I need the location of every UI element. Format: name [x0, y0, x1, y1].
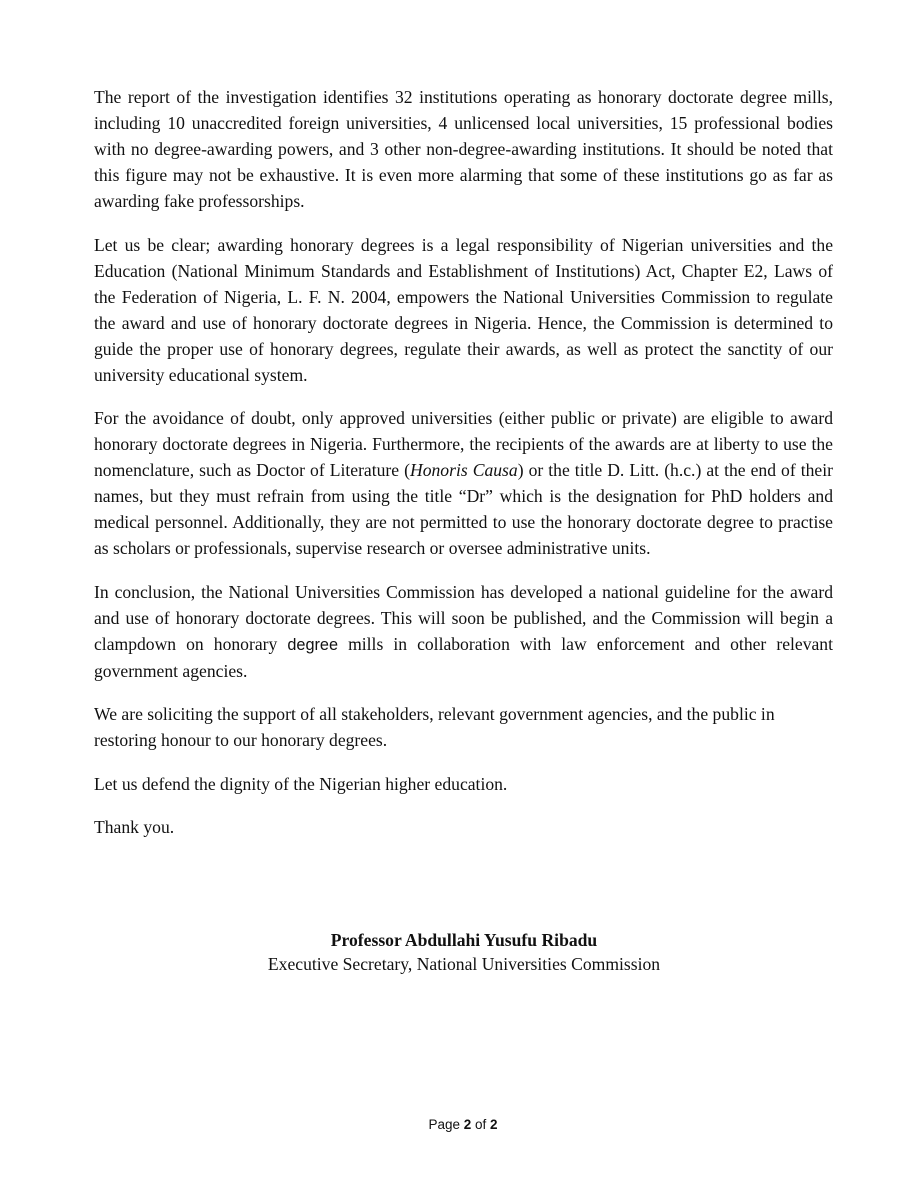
paragraph-eligibility	[94, 405, 833, 561]
document-body	[94, 84, 833, 858]
paragraph-thank-you: Thank you.	[94, 817, 175, 837]
conclusion-degree-word: degree	[287, 635, 339, 654]
conclusion-text-end: mills in collaboration with law enforcement and other relevant government agencies.	[94, 633, 833, 681]
signatory-name: Professor Abdullahi Yusufu Ribadu	[330, 930, 598, 950]
eligibility-text-end: ) or the title D. Litt. (h.c.) at the end of their names, but they must refrain from using the title “Dr” which is the designation for PhD holders and medical personnel. Additionally, they are not permitted to use the honorary doctorate degree to practise as scholars or professionals, supervise research or oversee administrative units.	[94, 460, 833, 558]
paragraph-legal-responsibility: Let us be clear; awarding honorary degrees is a legal responsibility of Nigerian universities and the Education (National Minimum Standards and Establishment of Institutions) Act, Chapter E2, Laws of the Federation of Nigeria, L. F. N. 2004, empowers the National Universities Commission to regulate the award and use of honorary doctorate degrees in Nigeria. Hence, the Commission is determined to guide the proper use of honorary degrees, regulate their awards, as well as protect the sanctity of our university educational system.	[94, 234, 833, 385]
total-page-count: 2	[490, 1117, 498, 1132]
honoris-causa-italic: Honoris Causa	[410, 460, 518, 480]
paragraph-defend-dignity: Let us defend the dignity of the Nigerian higher education.	[94, 773, 508, 794]
of-label: of	[475, 1117, 487, 1132]
paragraph-soliciting-support: We are soliciting the support of all stakeholders, relevant government agencies, and the public in restoring honour to our honorary degrees.	[94, 704, 775, 750]
conclusion-text-start: In conclusion, the National Universities Commission has developed a national guideline for the award and use of honorary doctorate degrees. This will soon be published, and the Commission will begin a clampdown on honorary	[94, 581, 833, 654]
signatory-title: Executive Secretary, National Universities Commission	[267, 954, 661, 974]
paragraph-conclusion	[94, 579, 833, 684]
paragraph-investigation-report: The report of the investigation identifies 32 institutions operating as honorary doctorate degree mills, including 10 unaccredited foreign universities, 4 unlicensed local universities, 15 professional bodies with no degree-awarding powers, and 3 other non-degree-awarding institutions. It should be noted that this figure may not be exhaustive. It is even more alarming that some of these institutions go as far as awarding fake professorships.	[94, 87, 833, 211]
signature-block	[0, 928, 918, 976]
page-number-footer	[0, 1116, 918, 1134]
page-label: Page	[428, 1117, 460, 1132]
eligibility-text-start: For the avoidance of doubt, only approved universities (either public or private) are eligible to award honorary doctorate degrees in Nigeria. Furthermore, the recipients of the awards are at liberty to use the nomenclature, such as Doctor of Literature (	[94, 408, 833, 480]
current-page-number: 2	[463, 1117, 472, 1132]
